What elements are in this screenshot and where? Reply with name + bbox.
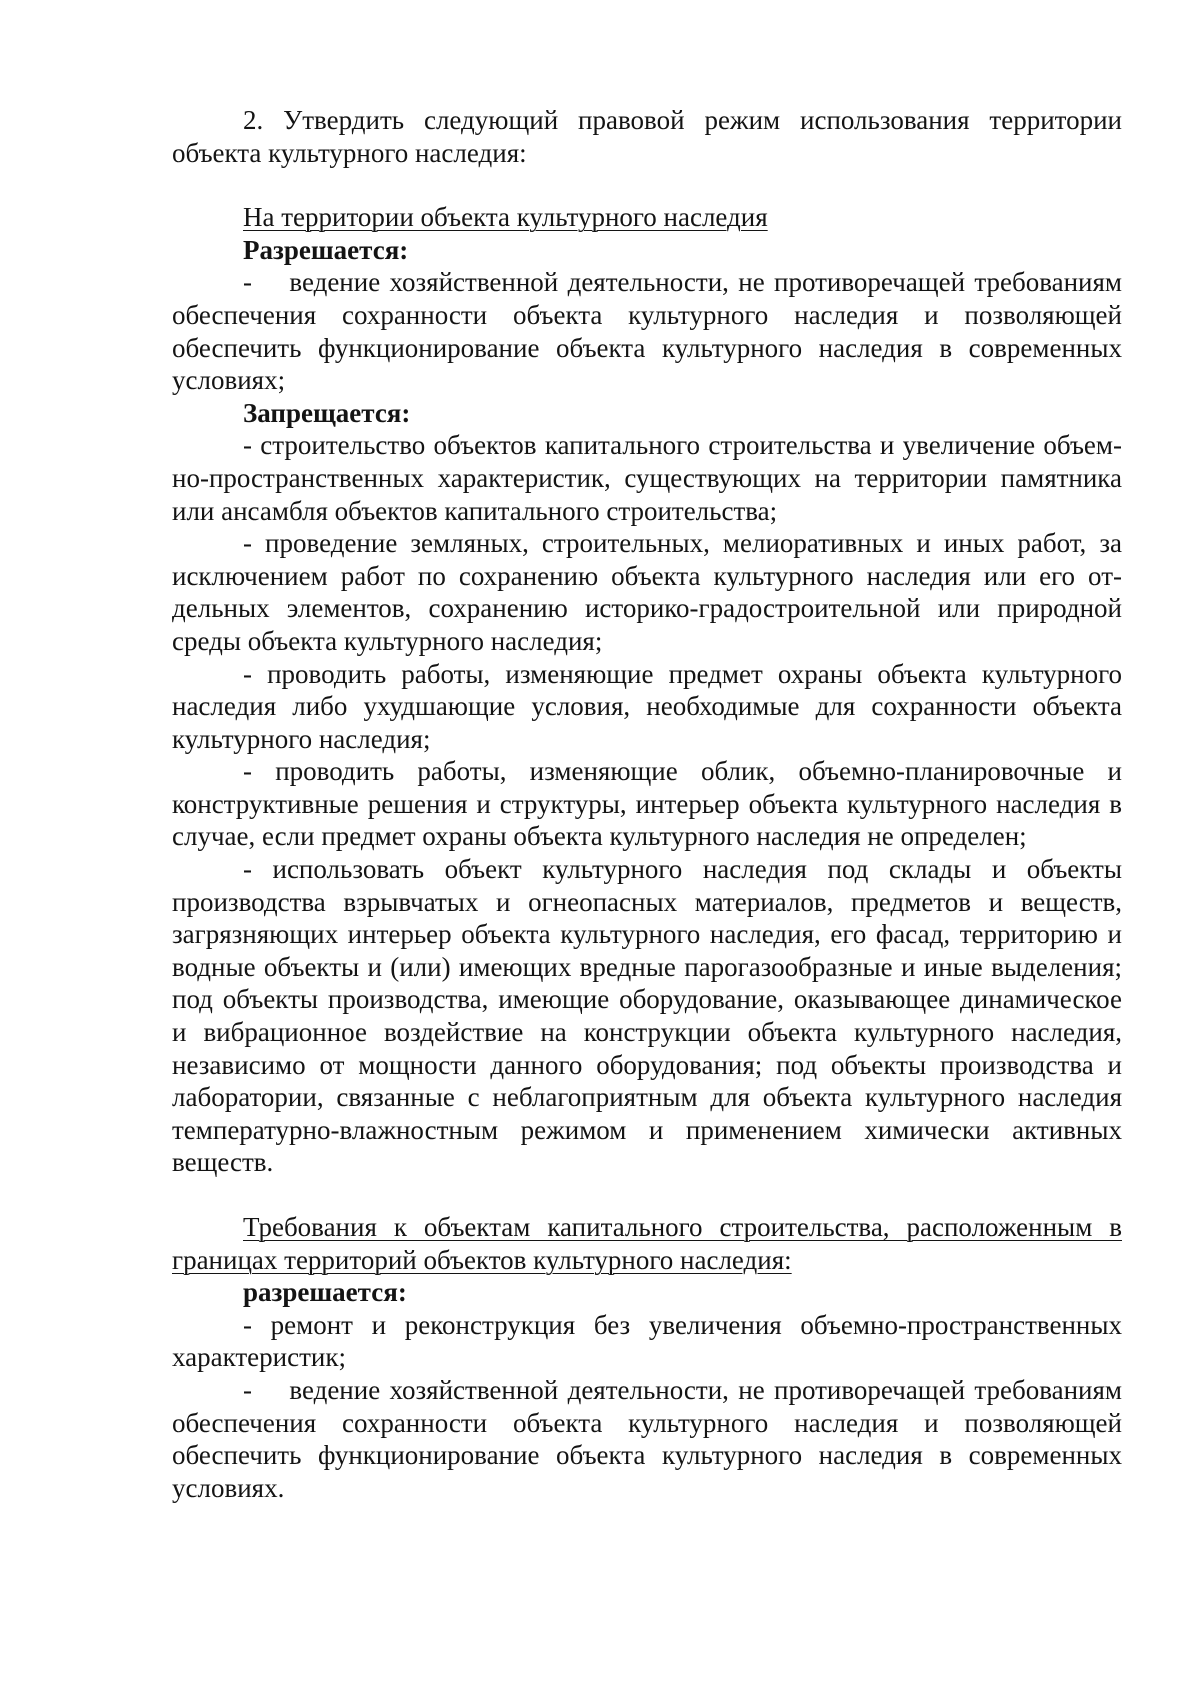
section1-heading	[172, 201, 1122, 234]
spacer	[172, 169, 1122, 201]
section2-allowed-item: - ремонт и реконструкция без увеличения объемно-пространственных характеристик;	[172, 1309, 1122, 1373]
section1-forbidden-item: - проведение земляных, строительных, мелиоративных и иных работ, за исключением работ по сохранению объекта культурного наследия или его от-дельных элементов, сохранению историко-градостроительной или природной среды объекта культурного наследия;	[172, 528, 1122, 656]
section2-allowed-item: - ведение хозяйственной деятельности, не противоречащей требованиям обеспечения сохранности объекта культурного наследия и позволяющей обеспечить функционирование объекта культурного наследия в современных условиях.	[172, 1374, 1122, 1503]
section1-forbidden-item: - строительство объектов капитального строительства и увеличение объем-но-пространственных характеристик, существующих на территории памятника или ансамбля объектов капитального строительства;	[172, 430, 1122, 526]
section1-allowed-label: Разрешается:	[243, 234, 409, 265]
spacer	[172, 1179, 1122, 1211]
section1-forbidden-item: - проводить работы, изменяющие облик, объемно-планировочные и конструктивные решения и структуры, интерьер объекта культурного наследия в случае, если предмет охраны объекта культурного наследия не определен;	[172, 756, 1122, 852]
section2-heading-text: Требования к объектам капитального строительства, расположенным в границах территорий объектов культурного наследия:	[172, 1212, 1122, 1275]
section1-forbidden-item: - проводить работы, изменяющие предмет охраны объекта культурного наследия либо ухудшающие условия, необходимые для сохранности объекта культурного наследия;	[172, 658, 1122, 754]
section1-allowed-item: - ведение хозяйственной деятельности, не противоречащей требованиям обеспечения сохранности объекта культурного наследия и позволяющей обеспечить функционирование объекта культурного наследия в современных условиях;	[172, 267, 1122, 396]
section1-forbidden-item: - использовать объект культурного наследия под склады и объекты производства взрывчатых и огнеопасных материалов, предметов и веществ, загрязняющих интерьер объекта культурного наследия, его фасад, территорию и водные объекты и (или) имеющих вредные парогазообразные и иные выделения; под объекты производства, имеющие оборудование, оказывающее динамическое и вибрационное воздействие на конструкции объекта культурного наследия, независимо от мощности данного оборудования; под объекты производства и лаборатории, связанные с неблагоприятным для объекта культурного наследия температурно-влажностным режимом и применением химически активных веществ.	[172, 854, 1122, 1178]
intro-paragraph: 2. Утвердить следующий правовой режим использования территории объекта культурного наследия:	[172, 105, 1122, 168]
document-body	[172, 104, 1122, 1504]
section1-heading-text: На территории объекта культурного наследия	[243, 202, 768, 233]
section1-forbidden-label: Запрещается:	[243, 397, 411, 428]
section2-heading	[172, 1211, 1122, 1276]
section2-allowed-label: разрешается:	[243, 1277, 407, 1308]
